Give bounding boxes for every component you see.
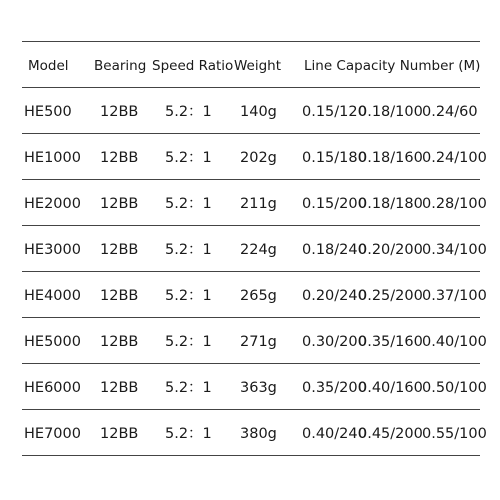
cell-capacity-3: 0.24/60 bbox=[422, 104, 478, 120]
cell-capacity-3: 0.55/100 bbox=[422, 426, 487, 442]
cell-speed-ratio: 5.2：1 bbox=[165, 380, 212, 396]
cell-speed-ratio: 5.2：1 bbox=[165, 242, 212, 258]
cell-weight: 211g bbox=[240, 196, 277, 212]
cell-bearing: 12BB bbox=[100, 242, 139, 258]
cell-capacity-2: 0.18/160 bbox=[358, 150, 423, 166]
header-weight: Weight bbox=[234, 58, 282, 74]
cell-capacity-1: 0.15/200 bbox=[302, 196, 367, 212]
cell-speed-ratio: 5.2：1 bbox=[165, 104, 212, 120]
cell-speed-ratio: 5.2：1 bbox=[165, 334, 212, 350]
cell-capacity-2: 0.18/180 bbox=[358, 196, 423, 212]
cell-capacity-3: 0.40/100 bbox=[422, 334, 487, 350]
cell-capacity-3: 0.37/100 bbox=[422, 288, 487, 304]
cell-bearing: 12BB bbox=[100, 426, 139, 442]
cell-weight: 202g bbox=[240, 150, 277, 166]
table-row bbox=[22, 133, 487, 183]
cell-capacity-2: 0.35/160 bbox=[358, 334, 423, 350]
table-row bbox=[22, 271, 487, 321]
cell-model: HE7000 bbox=[24, 426, 81, 442]
cell-model: HE1000 bbox=[24, 150, 81, 166]
cell-model: HE6000 bbox=[24, 380, 81, 396]
cell-model: HE5000 bbox=[24, 334, 81, 350]
cell-capacity-1: 0.35/200 bbox=[302, 380, 367, 396]
cell-weight: 265g bbox=[240, 288, 277, 304]
table-row bbox=[22, 363, 487, 413]
cell-weight: 363g bbox=[240, 380, 277, 396]
cell-model: HE4000 bbox=[24, 288, 81, 304]
cell-capacity-1: 0.15/120 bbox=[302, 104, 367, 120]
cell-capacity-3: 0.28/100 bbox=[422, 196, 487, 212]
cell-weight: 271g bbox=[240, 334, 277, 350]
table-row bbox=[22, 87, 480, 137]
cell-capacity-3: 0.34/100 bbox=[422, 242, 487, 258]
spec-table bbox=[22, 41, 487, 455]
table-row bbox=[22, 317, 487, 367]
header-line-capacity: Line Capacity Number (M) bbox=[304, 58, 481, 74]
cell-capacity-1: 0.40/240 bbox=[302, 426, 367, 442]
cell-speed-ratio: 5.2：1 bbox=[165, 150, 212, 166]
cell-capacity-1: 0.15/180 bbox=[302, 150, 367, 166]
cell-capacity-3: 0.24/100 bbox=[422, 150, 487, 166]
cell-capacity-1: 0.18/240 bbox=[302, 242, 367, 258]
header-bearing: Bearing bbox=[94, 58, 147, 74]
cell-capacity-1: 0.30/200 bbox=[302, 334, 367, 350]
cell-capacity-2: 0.20/200 bbox=[358, 242, 423, 258]
table-row bbox=[22, 179, 487, 229]
cell-capacity-2: 0.40/160 bbox=[358, 380, 423, 396]
table-header-row bbox=[22, 41, 480, 91]
cell-capacity-2: 0.18/100 bbox=[358, 104, 423, 120]
cell-capacity-1: 0.20/240 bbox=[302, 288, 367, 304]
table-row bbox=[22, 409, 487, 459]
cell-bearing: 12BB bbox=[100, 288, 139, 304]
header-model: Model bbox=[28, 58, 69, 74]
cell-bearing: 12BB bbox=[100, 150, 139, 166]
cell-model: HE3000 bbox=[24, 242, 81, 258]
cell-model: HE500 bbox=[24, 104, 72, 120]
cell-speed-ratio: 5.2：1 bbox=[165, 426, 212, 442]
cell-model: HE2000 bbox=[24, 196, 81, 212]
cell-weight: 224g bbox=[240, 242, 277, 258]
cell-capacity-2: 0.45/200 bbox=[358, 426, 423, 442]
cell-bearing: 12BB bbox=[100, 380, 139, 396]
header-speed-ratio: Speed Ratio bbox=[152, 58, 234, 74]
cell-speed-ratio: 5.2：1 bbox=[165, 288, 212, 304]
cell-capacity-3: 0.50/100 bbox=[422, 380, 487, 396]
cell-weight: 380g bbox=[240, 426, 277, 442]
cell-bearing: 12BB bbox=[100, 104, 139, 120]
cell-bearing: 12BB bbox=[100, 334, 139, 350]
cell-bearing: 12BB bbox=[100, 196, 139, 212]
cell-speed-ratio: 5.2：1 bbox=[165, 196, 212, 212]
cell-weight: 140g bbox=[240, 104, 277, 120]
table-row bbox=[22, 225, 487, 275]
cell-capacity-2: 0.25/200 bbox=[358, 288, 423, 304]
